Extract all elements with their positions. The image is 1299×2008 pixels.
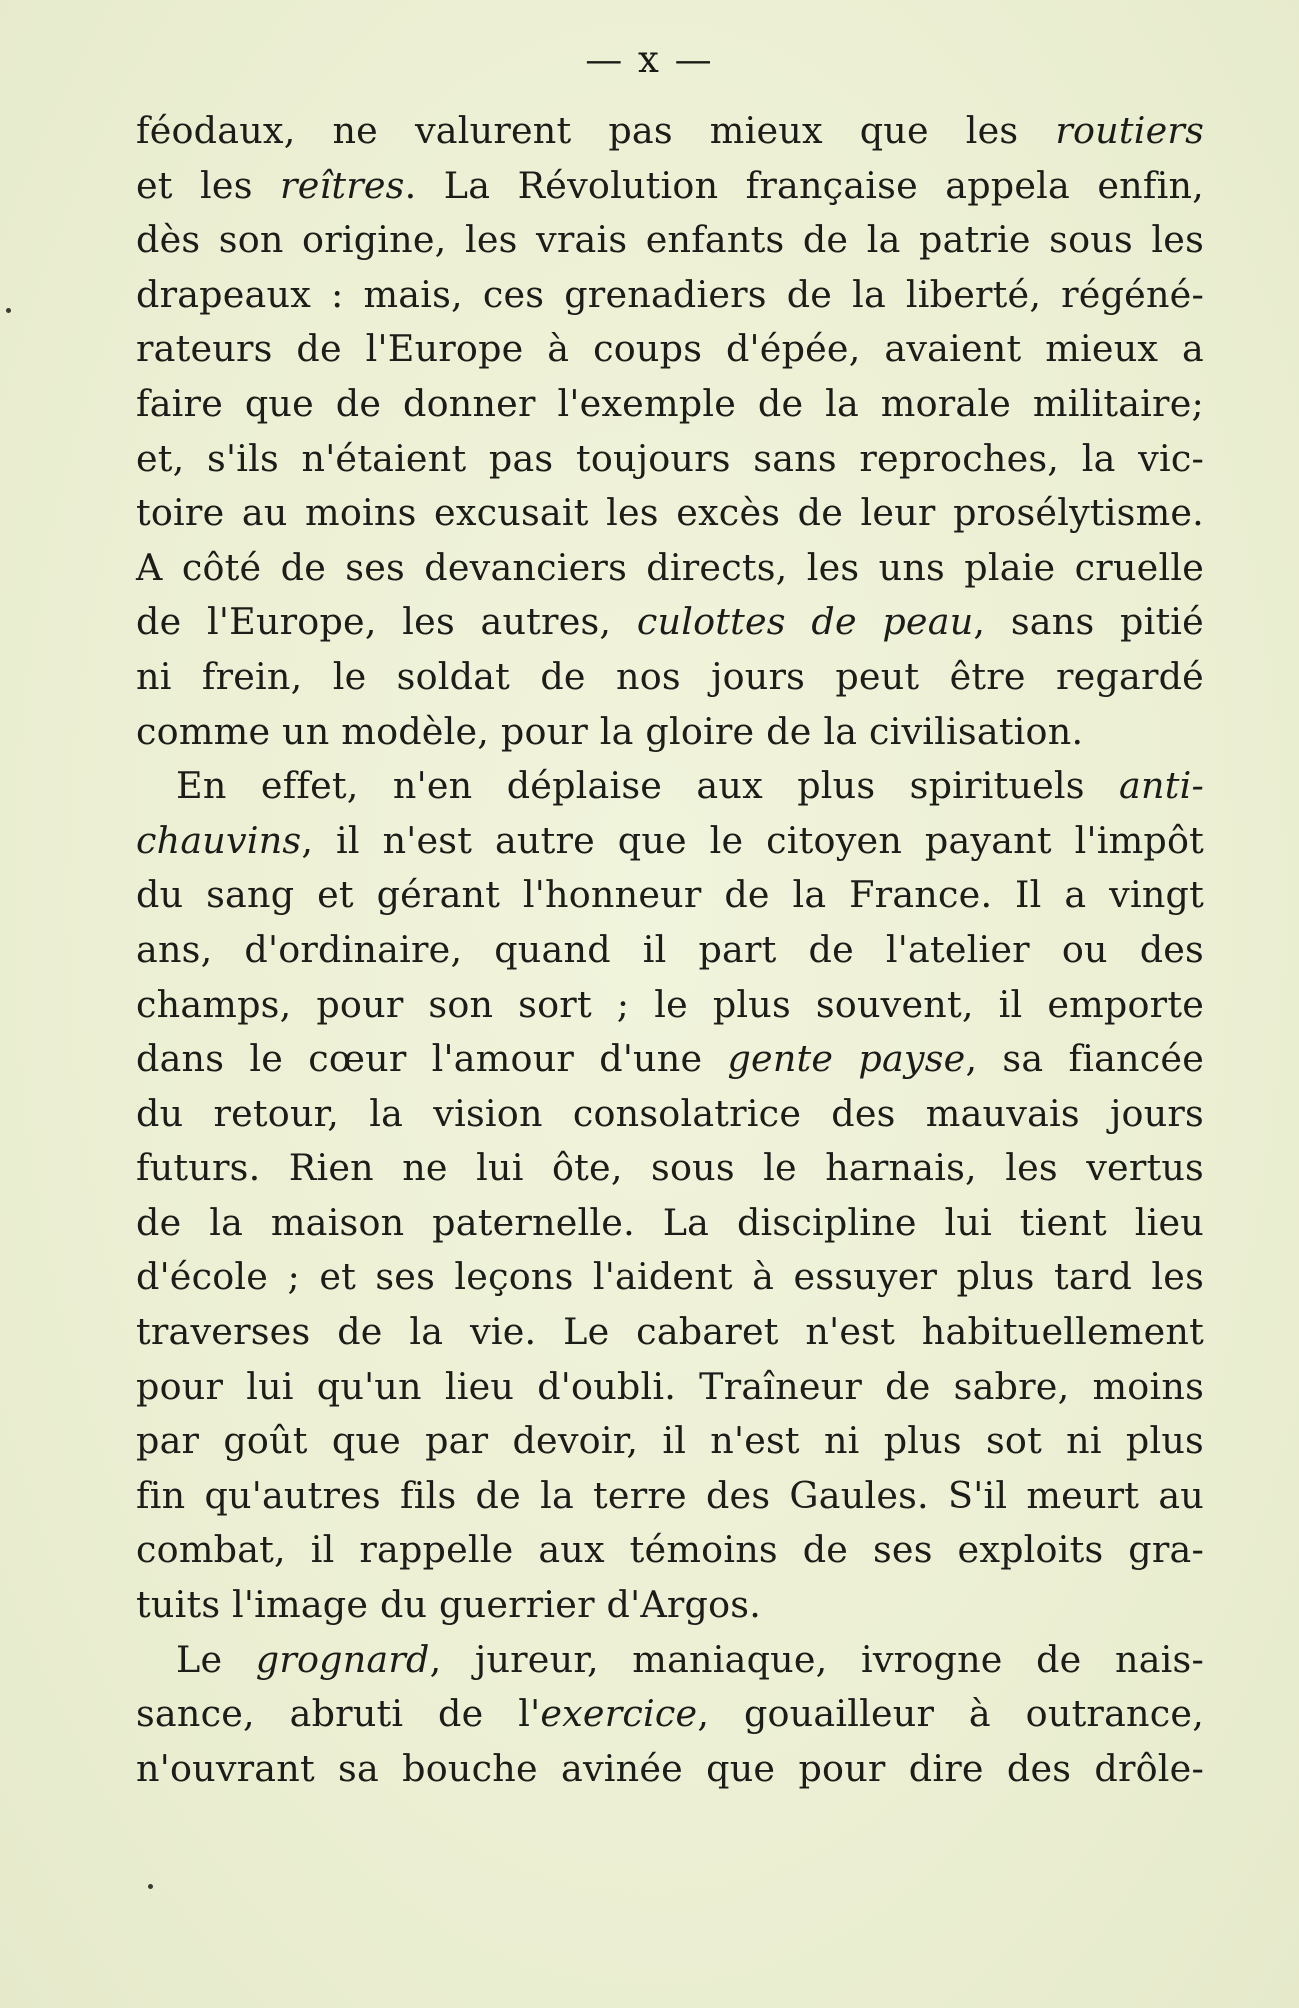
text-line <box>136 213 1204 268</box>
text-line <box>136 814 1204 869</box>
text-line <box>136 268 1204 323</box>
text-line <box>136 322 1204 377</box>
text-line <box>136 1414 1204 1469</box>
paper-speck <box>148 1884 153 1889</box>
text-line <box>136 595 1204 650</box>
text-line <box>136 1469 1204 1524</box>
text-line <box>136 978 1204 1033</box>
text-segment: traverses de la vie. Le cabaret n'est habituellement <box>136 1310 1204 1354</box>
text-segment: fin qu'autres fils de la terre des Gaules. S'il meurt au <box>136 1473 1204 1517</box>
text-line <box>136 1578 1204 1633</box>
text-segment: , gouailleur à outrance, <box>697 1692 1204 1736</box>
text-segment: par goût que par devoir, il n'est ni plus sot ni plus <box>136 1419 1204 1463</box>
text-segment: , il n'est autre que le citoyen payant l'impôt <box>301 818 1204 862</box>
text-line <box>136 650 1204 705</box>
page-number: — x — <box>585 38 714 81</box>
italic-text: chauvins <box>136 818 302 862</box>
text-line <box>136 1141 1204 1196</box>
text-line <box>136 1087 1204 1142</box>
text-line <box>136 1250 1204 1305</box>
text-line <box>136 868 1204 923</box>
text-line <box>136 923 1204 978</box>
text-line <box>136 1196 1204 1251</box>
text-segment: , sa fiancée <box>965 1037 1205 1081</box>
text-segment: combat, il rappelle aux témoins de ses exploits gra- <box>136 1528 1204 1572</box>
text-segment: pour lui qu'un lieu d'oubli. Traîneur de sabre, moins <box>136 1364 1204 1408</box>
text-line <box>136 1360 1204 1415</box>
text-line <box>136 377 1204 432</box>
text-line <box>136 1523 1204 1578</box>
text-segment: tuits l'image du guerrier d'Argos. <box>136 1583 762 1627</box>
text-segment: dès son origine, les vrais enfants de la patrie sous les <box>136 218 1204 262</box>
text-line <box>136 1687 1204 1742</box>
text-line <box>136 159 1204 214</box>
text-segment: futurs. Rien ne lui ôte, sous le harnais, les vertus <box>136 1146 1204 1190</box>
text-line <box>136 705 1204 760</box>
text-segment: Le <box>176 1637 256 1681</box>
body-text <box>136 104 1204 1796</box>
text-line <box>136 1742 1204 1797</box>
text-segment: de l'Europe, les autres, <box>136 600 637 644</box>
italic-text: routiers <box>1055 109 1204 152</box>
text-line <box>136 432 1204 487</box>
italic-text: gente payse <box>727 1037 966 1081</box>
text-segment: , jureur, maniaque, ivrogne de nais- <box>429 1637 1204 1681</box>
text-segment: , sans pitié <box>973 600 1204 644</box>
text-line <box>136 759 1204 814</box>
text-segment: du sang et gérant l'honneur de la France. Il a vingt <box>136 873 1204 917</box>
text-segment: ni frein, le soldat de nos jours peut être regardé <box>136 654 1204 698</box>
text-segment: champs, pour son sort ; le plus souvent, il emporte <box>136 982 1204 1026</box>
italic-text: exercice <box>540 1692 698 1736</box>
text-segment: ans, d'ordinaire, quand il part de l'atelier ou des <box>136 927 1204 971</box>
text-line <box>136 541 1204 596</box>
italic-text: culottes de peau <box>636 600 974 644</box>
text-line <box>136 104 1204 159</box>
text-segment: dans le cœur l'amour d'une <box>136 1037 728 1081</box>
text-segment: rateurs de l'Europe à coups d'épée, avaient mieux a <box>136 327 1204 371</box>
italic-text: grognard <box>255 1637 430 1681</box>
italic-text: reîtres <box>280 163 405 207</box>
text-segment: sance, abruti de l' <box>136 1692 541 1736</box>
text-line <box>136 486 1204 541</box>
text-segment: et, s'ils n'étaient pas toujours sans reproches, la vic- <box>136 436 1204 480</box>
text-line <box>136 1032 1204 1087</box>
text-segment: d'école ; et ses leçons l'aident à essuyer plus tard les <box>136 1255 1204 1299</box>
text-segment: comme un modèle, pour la gloire de la civilisation. <box>136 709 1084 753</box>
text-segment: En effet, n'en déplaise aux plus spirituels <box>176 764 1120 808</box>
text-line <box>136 1305 1204 1360</box>
text-segment: du retour, la vision consolatrice des mauvais jours <box>136 1091 1204 1135</box>
paper-speck <box>6 308 11 313</box>
text-segment: drapeaux : mais, ces grenadiers de la liberté, régéné- <box>136 272 1204 316</box>
text-segment: A côté de ses devanciers directs, les uns plaie cruelle <box>136 545 1204 589</box>
text-segment: n'ouvrant sa bouche avinée que pour dire des drôle- <box>136 1746 1204 1790</box>
text-segment: de la maison paternelle. La discipline lui tient lieu <box>136 1200 1204 1244</box>
text-segment: . La Révolution française appela enfin, <box>404 163 1204 207</box>
text-segment: faire que de donner l'exemple de la morale militaire; <box>136 381 1204 425</box>
text-line <box>136 1633 1204 1688</box>
text-segment: toire au moins excusait les excès de leur prosélytisme. <box>136 491 1204 535</box>
text-segment: et les <box>136 163 281 207</box>
italic-text: anti- <box>1119 764 1204 808</box>
text-segment: féodaux, ne valurent pas mieux que les <box>136 109 1056 152</box>
